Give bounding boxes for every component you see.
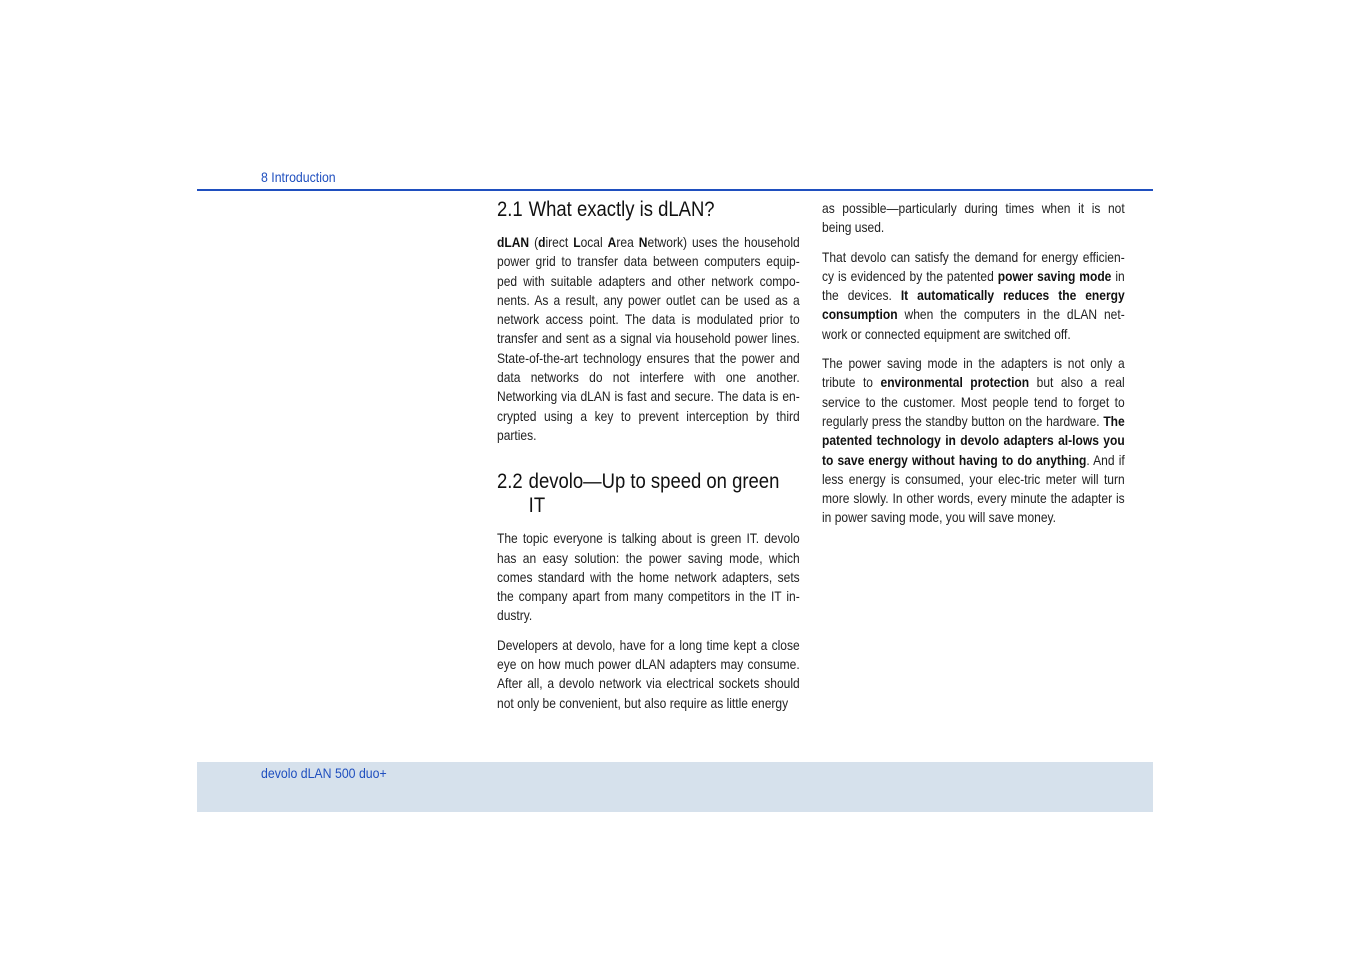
bold-term: It automatically reduces the energy consumption <box>822 287 1125 323</box>
header-rule <box>197 189 1153 191</box>
paragraph <box>497 529 800 625</box>
section-number: 2.2 <box>497 470 523 494</box>
green-it-paragraph: The topic everyone is talking about is green IT. devolo has an easy solution: the power saving mode, which comes standard with the home network adapters, sets the company apart from many competitors in the IT in-dustry. <box>497 530 800 624</box>
bold-term: dLAN <box>497 234 530 250</box>
text-run: irect <box>545 234 574 250</box>
paragraph <box>497 636 800 713</box>
bold-term: power saving mode <box>997 267 1112 284</box>
bold-letter: d <box>538 234 546 250</box>
section-2-2-heading <box>497 470 801 518</box>
paragraph <box>497 233 800 445</box>
energy-efficiency-paragraph <box>822 248 1125 344</box>
text-run: ( <box>529 234 539 250</box>
text-run: when the computers in the dLAN net-work or connected equipment are switched off. <box>822 306 1125 342</box>
bold-term: environmental protection <box>880 374 1030 391</box>
power-saving-paragraph <box>822 354 1125 528</box>
developers-paragraph: Developers at devolo, have for a long time kept a close eye on how much power dLAN adapters may consume. After all, a devolo network via electrical sockets should not only be convenient, but also require as little energy <box>497 636 800 711</box>
section-title: What exactly is dLAN? <box>528 198 715 221</box>
continuation-paragraph: as possible—particularly during times when it is not being used. <box>822 200 1125 236</box>
text-run: ocal <box>580 234 608 250</box>
bold-letter: A <box>607 234 617 250</box>
section-title: devolo—Up to speed on green IT <box>528 470 780 518</box>
section-2-1-heading <box>497 198 801 222</box>
text-run: The power saving mode in the adapters is not only a tribute to <box>822 355 1125 391</box>
text-run: rea <box>616 234 639 250</box>
bold-letter: L <box>573 234 581 250</box>
right-text-column <box>822 199 1125 528</box>
text-run: but also a real service to the customer. Most people tend to forget to regularly press the standby button on the hardware. <box>822 374 1125 429</box>
running-footer: devolo dLAN 500 duo+ <box>261 765 387 781</box>
running-header: 8 Introduction <box>261 169 336 185</box>
section-number: 2.1 <box>497 198 523 221</box>
paragraph <box>822 354 1125 528</box>
left-text-column <box>497 198 800 713</box>
text-run: in the devices. <box>822 267 1125 304</box>
text-run: That devolo can satisfy the demand for energy efficien-cy is evidenced by the patented <box>822 248 1125 284</box>
bold-letter: N <box>638 234 648 250</box>
paragraph <box>822 199 1125 238</box>
dlan-definition-paragraph <box>497 233 800 445</box>
text-run: etwork) uses the household power grid to transfer data between computers equip-ped with suitable adapters and other network compo-nents. As a result, any power outlet can be used as a network access point. The data is modulated prior to transfer and sent as a signal via household power lines. State-of-the-art technology ensures that the power and data networks do not interfere with one another. Networking via dLAN is fast and secure. The data is en-crypted using a key to prevent interception by third parties. <box>497 234 800 443</box>
bold-term: The patented technology in devolo adapters al-lows you to save energy without having to do anything <box>822 412 1125 468</box>
text-run: . And if less energy is consumed, your elec-tric meter will turn more slowly. In other words, every minute the adapter is in power saving mode, you will save money. <box>822 451 1125 526</box>
paragraph <box>822 248 1125 344</box>
